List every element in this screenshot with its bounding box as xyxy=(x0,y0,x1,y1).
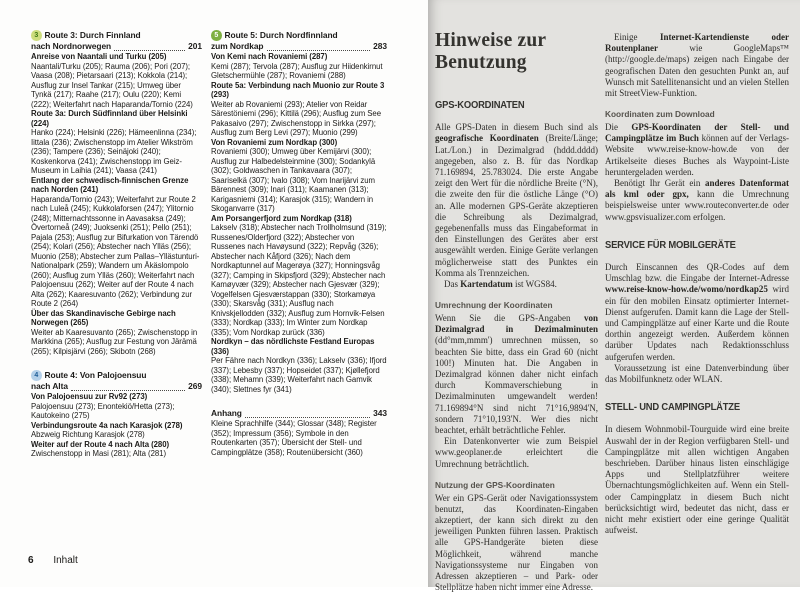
route-5-block xyxy=(211,30,387,394)
route-5-sections xyxy=(211,52,387,394)
route-4-title-line2: nach Alta 269 xyxy=(31,381,202,392)
toc-section-body: Weiter ab Rovaniemi (293); Atelier von Reidar Särestöniemi (296); Kittilä (296); Ausflug zum See Pakasaivo (297); Zwischenstopp in Sirkka (297); Ausflug zum Berg Levi (297); Muonio (299) xyxy=(211,100,387,138)
footer-label: Inhalt xyxy=(53,555,77,566)
toc-section-heading: Verbindungsroute 4a nach Karasjok (278) xyxy=(31,421,202,431)
toc-section-body: Abzweig Richtung Karasjok (278) xyxy=(31,430,202,440)
toc-section-heading: Über das Skandinavische Gebirge nach Norwegen (265) xyxy=(31,309,202,328)
dotted-leader xyxy=(267,49,371,51)
toc-section-heading: Von Palojoensuu zur Rv92 (273) xyxy=(31,392,202,402)
paragraph: In diesem Wohnmobil-Tourguide wird eine breite Auswahl der in der Region verfügbaren Stell- und Campingplätze mit allen wichtigen Angaben beschrieben. Darüber hinaus listen einschlägige Apps und Stellplatzführer weitere Übernachtungsmöglichkeiten auf. Wenn ein Stell- oder Campingplatz in diesem Buch nicht berücksichtigt wird, bedeutet das nicht, dass er nicht mehr existiert oder eine geringe Qualität aufweist. xyxy=(605,424,789,536)
route-4-badge: 4 xyxy=(31,370,42,381)
paragraph: Einige Internet-Kartendienste oder Routenplaner wie GoogleMaps™ (http://google.de/maps) zeigen nach Eingabe der geografischen Daten den gesuchten Punkt an, auf Wunsch mit Satellitenansicht und an vielen Stellen mit StreetView-Funktion. xyxy=(605,32,789,99)
toc-section-heading: Nordkyn – das nördlichste Festland Europas (336) xyxy=(211,337,387,356)
dotted-leader xyxy=(71,389,185,391)
paragraph: Das Kartendatum ist WGS84. xyxy=(435,279,598,290)
paragraph: Alle GPS-Daten in diesem Buch sind als geografische Koordinaten (Breite/Länge; Lat./Lon.) in Dezimalgrad (hddd.dddd) angegeben, also z. B. für das Nordkap 71.169894, 25.783024. Die erste Angabe zeigt den Wert für die nördliche Breite (°N), die zweite den für die östliche Länge (°O) an. Alle modernen GPS-Geräte akzeptieren die Schreibung als Dezimalgrad, gegebenenfalls muss das Eingabeformat in den Einstellungen des Gerätes aber erst ausgewählt werden. Einige Geräte verlangen möglicherweise statt des Punktes ein Komma als Trennzeichen. xyxy=(435,122,598,279)
route-5-title-line2: zum Nordkap 283 xyxy=(211,41,387,52)
service-mobilgeraete-heading: SERVICE FÜR MOBILGERÄTE xyxy=(605,240,778,251)
footer-page-number: 6 xyxy=(28,555,34,566)
toc-section-body: Rovaniemi (300); Umweg über Kemijärvi (300); Ausflug zur Halbedelsteinmine (300); Sodankylä (302); Goldwaschen in Tankavaara (307); Saariselkä (307); Ivalo (308); Vom Inarijärvi zum Bärennest (309); Inari (311); Kaamanen (313); Karigasniemi (314); Karasjok (315); Wandern in Skoganvarre (317) xyxy=(211,147,387,214)
route-5-badge: 5 xyxy=(211,30,222,41)
umrechnung-subheading: Umrechnung der Koordinaten xyxy=(435,300,598,311)
hints-page xyxy=(428,0,800,587)
paragraph: Wer ein GPS-Gerät oder Navigationssystem benutzt, das Koordinaten-Eingaben akzeptiert, der kann sich direkt zu den jeweiligen Punkten führen lassen. Praktisch alle GPS-Handgeräte bieten diese Möglichkeit, während manche Navigationssysteme nur Eingaben von Adressen akzeptieren – und Park- oder Stellplätze haben nicht immer eine Adresse. xyxy=(435,493,598,593)
toc-section-body: Zwischenstopp in Masi (281); Alta (281) xyxy=(31,449,202,459)
page-footer xyxy=(28,555,78,566)
route-4-title-line1: Route 4: Von Palojoensuu xyxy=(45,370,147,381)
paragraph: Ein Datenkonverter wie zum Beispiel www.geoplaner.de erleichtert die Umrechnung beträchtlich. xyxy=(435,436,598,470)
route-5-title xyxy=(211,30,387,41)
toc-section-body: Haparanda/Tornio (243); Weiterfahrt zur Route 2 nach Luleå (245); Kukkolaforsen (247); Ylitornio (248); Mitternachtssonne in Aavasaksa (249); Övertorneå (249); Juoksenki (251); Pello (251); Pajala (253); Ausflug zur Bifurkation von Tärendö (254); Kolari (256); Abstecher nach Ylläs (256); Muonio (258); Abstecher zum Pallas–Yllästunturi-Nationalpark (259); Wandern um Äkäslompolo (260); Ausflug zum Ylläs (260); Weiterfahrt nach Palojoensuu (262); Weiter auf der Route 4 nach Alta (262); Kaaresuvanto (262); Verbindung zur Route 2 (264) xyxy=(31,195,202,309)
toc-section-heading: Anreise von Naantali und Turku (205) xyxy=(31,52,202,62)
toc-section-body: Palojoensuu (273); Enontekiö/Hetta (273); Kautokeino (275) xyxy=(31,402,202,421)
route-4-block xyxy=(31,370,202,459)
paragraph: Die GPS-Koordinaten der Stell- und Campingplätze im Buch können auf der Verlags-Website www.reise-know-how.de von der Artikelseite dieses Buches als Waypoint-Liste heruntergeladen werden. xyxy=(605,122,789,178)
route-3-block xyxy=(31,30,202,356)
route-3-page-number: 201 xyxy=(188,41,202,52)
toc-section-body: Kemi (287); Tervola (287); Ausflug zur Hiidenkirnut Gletschermühle (287); Rovaniemi (288) xyxy=(211,62,387,81)
anhang-block xyxy=(211,408,387,457)
dotted-leader xyxy=(245,416,370,418)
paragraph: Wenn Sie die GPS-Angaben von Dezimalgrad in Dezimalminuten (dd°mm,mmm') umrechnen müssen, so beachten Sie bitte, dass ein Grad 60 (nicht 100!) Minuten hat. Die Angaben in Dezimalgrad können daher nicht einfach durch Kommaverschiebung in Dezimalminuten umgewandelt werden! 71.169894°N sind nicht 71°16,9894'N, sondern 71°10,193'N. Wer dies nicht beachtet, erhält beträchtliche Fehler. xyxy=(435,313,598,436)
toc-section-body: Hanko (224); Helsinki (226); Hämeenlinna (234); Iittala (236); Zwischenstopp im Atelier Wikström (236); Tampere (236); Seinäjoki (240); Koskenkorva (241); Zwischenstopp im Geiz-Museum in Laihia (241); Vaasa (241) xyxy=(31,128,202,176)
hints-column-2 xyxy=(605,32,789,536)
nutzung-subheading: Nutzung der GPS-Koordinaten xyxy=(435,480,598,491)
paragraph: Benötigt Ihr Gerät ein anderes Datenformat als kml oder gpx, kann die Umrechnung beispielsweise unter www.routeconverter.de oder www.gpsvisualizer.com erfolgen. xyxy=(605,178,789,223)
toc-section-body: Lakselv (318); Abstecher nach Trollholmsund (319); Russenes/Olderfjord (322); Abstecher von Russenes nach Havøysund (322); Repvåg (326); Abstecher nach Kåfjord (326); Nach dem Nordkaptunnel auf Magerøya (327); Honningsvåg (327); Camping in Skipsfjord (329); Abstecher nach Kamøyvær (329); Abstecher nach Gjesvær (329); Vogelfelsen Gjesværstappan (330); Storkamøya (330); Skarsvåg (331); Ausflug nach Knivskjellodden (332); Ausflug zum Hornvik-Felsen (333); Nordkap (333); Im Winter zum Nordkap (335); Vom Nordkap zurück (336) xyxy=(211,223,387,337)
toc-section-heading: Route 3a: Durch Südfinnland über Helsinki (224) xyxy=(31,109,202,128)
route-5-title-line1: Route 5: Durch Nordfinnland xyxy=(225,30,338,41)
stell-campingplaetze-heading: STELL- UND CAMPINGPLÄTZE xyxy=(605,402,778,413)
route-4-title xyxy=(31,370,202,381)
toc-section-heading: Von Rovaniemi zum Nordkap (300) xyxy=(211,138,387,148)
route-4-page-number: 269 xyxy=(188,381,202,392)
toc-column-1 xyxy=(31,30,202,459)
anhang-body: Kleine Sprachhilfe (344); Glossar (348); Register (352); Impressum (356); Symbole in den Routenkarten (357); Übersicht der Stell- und Campingplätze (358); Routenübersicht (360) xyxy=(211,419,387,457)
toc-section-heading: Route 5a: Verbindung nach Muonio zur Route 3 (293) xyxy=(211,81,387,100)
toc-section-heading: Entlang der schwedisch-finnischen Grenze nach Norden (241) xyxy=(31,176,202,195)
toc-section-body: Weiter ab Kaaresuvanto (265); Zwischenstopp in Markkina (265); Ausflug zur Festung von Järämä (265); Kilpisjärvi (266); Skibotn (268) xyxy=(31,328,202,357)
paragraph: Voraussetzung ist eine Datenverbindung über das Mobilfunknetz oder WLAN. xyxy=(605,363,789,385)
toc-section-heading: Weiter auf der Route 4 nach Alta (280) xyxy=(31,440,202,450)
toc-section-heading: Am Porsangerfjord zum Nordkap (318) xyxy=(211,214,387,224)
page-title: Hinweise zur Benutzung xyxy=(435,30,575,74)
route-3-sections xyxy=(31,52,202,356)
download-subheading: Koordinaten zum Download xyxy=(605,109,789,120)
route-3-title-line1: Route 3: Durch Finnland xyxy=(45,30,141,41)
toc-section-heading: Von Kemi nach Rovaniemi (287) xyxy=(211,52,387,62)
toc-section-body: Per Fähre nach Nordkyn (336); Lakselv (336); Ifjord (337); Lebesby (337); Hopseidet (337); Kjøllefjord (338); Mehamn (339); Weiterfahrt nach Gamvik (340); Slettnes fyr (341) xyxy=(211,356,387,394)
route-4-sections xyxy=(31,392,202,459)
paragraph: Durch Einscannen des QR-Codes auf dem Umschlag bzw. die Eingabe der Internet-Adresse www.reise-know-how.de/womo/nordkap25 wird ein für den mobilen Einsatz optimierter Internet-Dienst aufgerufen. Damit kann die Lage der Stell- und Campingplätze auf einer Karte und die Route dorthin angezeigt werden. Außerdem können darüber Updates nach Redaktionsschluss aufgerufen werden. xyxy=(605,262,789,363)
route-5-page-number: 283 xyxy=(373,41,387,52)
anhang-page-number: 343 xyxy=(373,408,387,419)
gps-koordinaten-heading: GPS-KOORDINATEN xyxy=(435,100,588,111)
route-3-badge: 3 xyxy=(31,30,42,41)
dotted-leader xyxy=(114,49,185,51)
toc-section-body: Naantali/Turku (205); Rauma (206); Pori (207); Vaasa (208); Pietarsaari (213); Kokkola (214); Ausflug zur Insel Tankar (215); Umweg über Tynkä (217); Raahe (217); Oulu (220); Kemi (222); Weiterfahrt nach Haparanda/Tornio (224) xyxy=(31,62,202,110)
route-3-title-line2: nach Nordnorwegen 201 xyxy=(31,41,202,52)
hints-column-1 xyxy=(435,30,598,593)
route-3-title xyxy=(31,30,202,41)
toc-column-2 xyxy=(211,30,387,457)
anhang-title: Anhang 343 xyxy=(211,408,387,419)
